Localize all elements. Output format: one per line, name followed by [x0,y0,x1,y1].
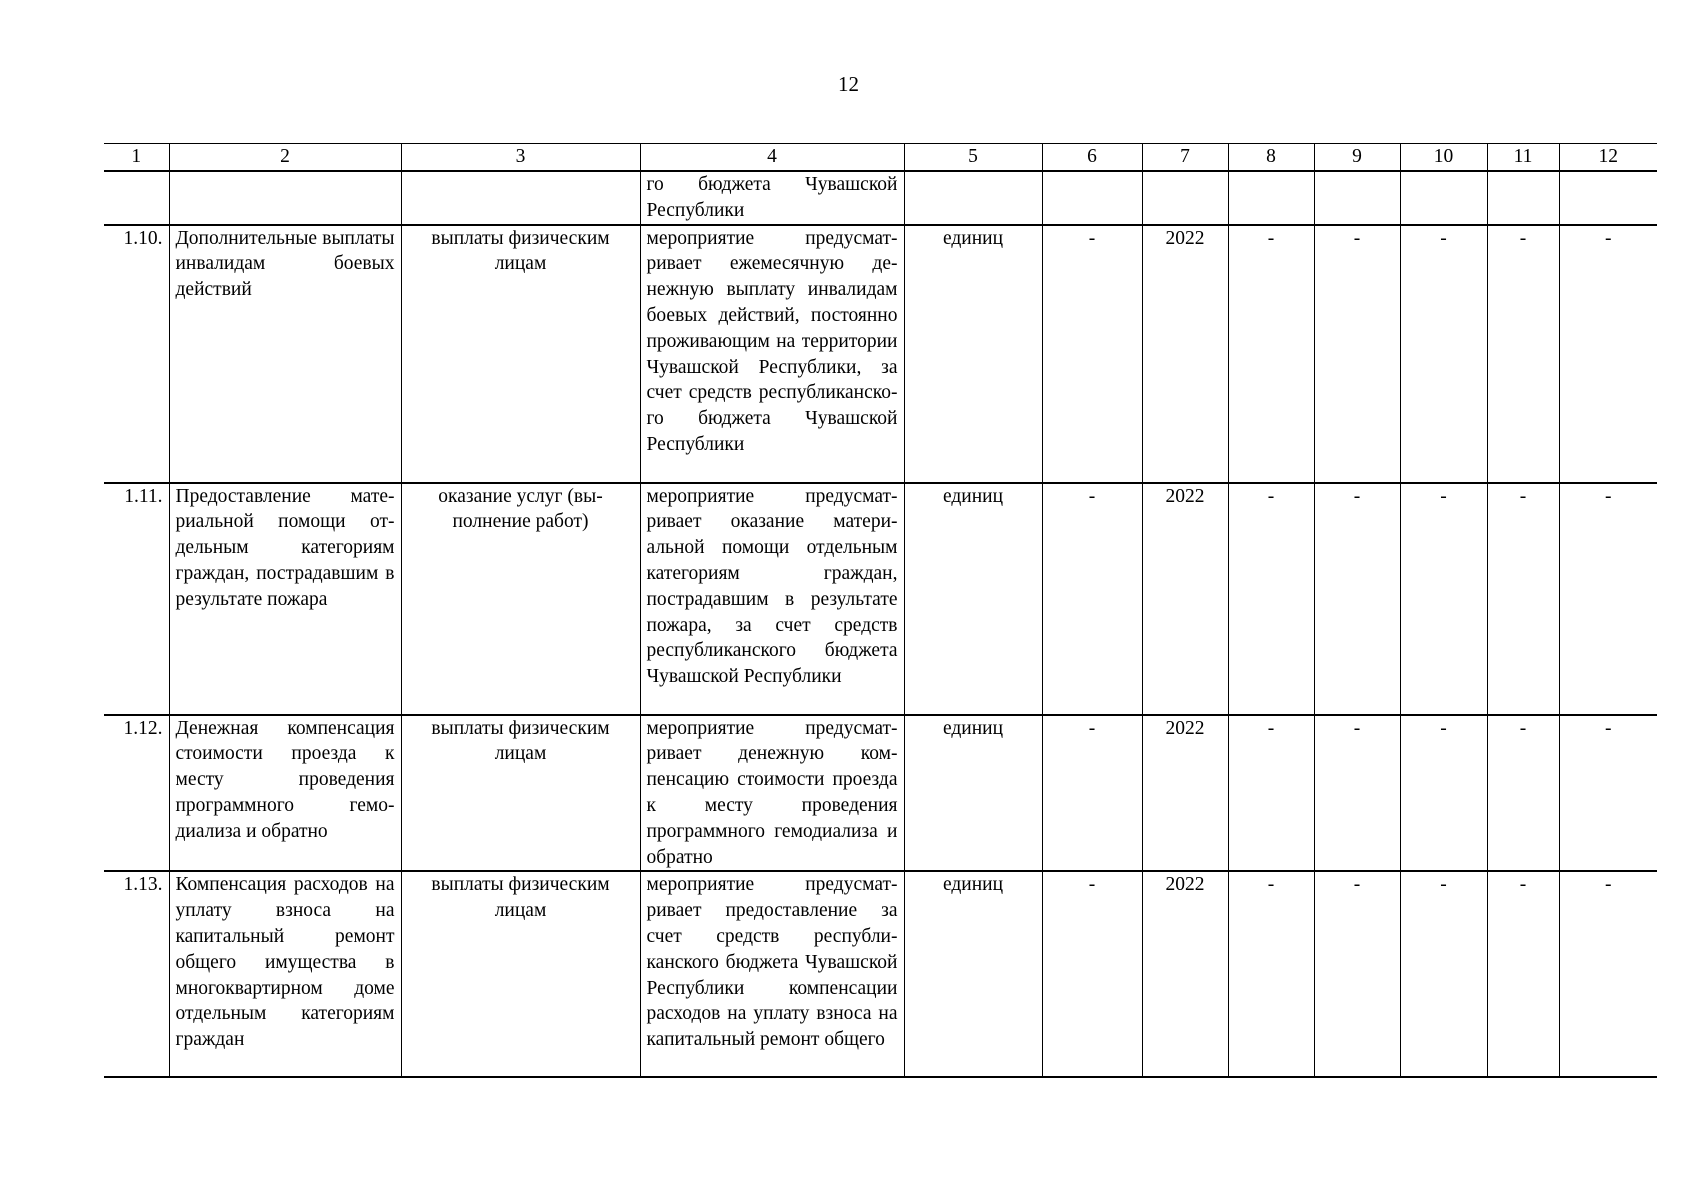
measure-description-text: мероприятие предусматривает денежную компенсацию стоимости проезда к месту проведения программного гемодиализа и обратно [646,717,898,868]
page-number: 12 [838,72,859,96]
value-cell: - [1559,871,1657,1077]
value-cell: - [1314,483,1400,715]
value-cell: - [1042,715,1142,872]
column-header: 6 [1042,144,1142,172]
value-cell: - [1228,871,1314,1077]
measure-description-text: мероприятие предусматривает ежемесячную денежную выплату инвалидам боевых действий, постоянно проживающим на территории Чувашской Республики, за счет средств республиканского бюджета Чувашской Республики [646,227,898,455]
column-header: 9 [1314,144,1400,172]
value-cell: - [1228,225,1314,483]
measure-type: выплаты физическим лицам [401,871,640,1077]
column-header: 5 [904,144,1042,172]
table-row [104,871,1657,1077]
value-cell: - [1487,871,1559,1077]
value-cell: - [1042,871,1142,1077]
measure-name: Предоставление материальной помощи отдельным категориям граждан, пострадавшим в результате пожара [169,483,401,715]
measure-description [640,715,904,872]
column-header: 11 [1487,144,1559,172]
measure-description [640,871,904,1077]
value-cell: - [1400,225,1487,483]
unit-cell: единиц [904,871,1042,1077]
value-cell: - [1400,715,1487,872]
column-header: 3 [401,144,640,172]
value-cell: - [1314,871,1400,1077]
value-cell: - [1487,225,1559,483]
measure-name [169,171,401,225]
year-cell: 2022 [1142,225,1228,483]
column-header: 12 [1559,144,1657,172]
value-cell: - [1559,483,1657,715]
measure-description [640,483,904,715]
measure-type: оказание услуг (выполнение работ) [401,483,640,715]
value-cell: - [1559,715,1657,872]
table-row [104,483,1657,715]
value-cell: - [1228,483,1314,715]
value-cell: - [1400,483,1487,715]
row-number: 1.11. [104,483,169,715]
unit-cell [904,171,1042,225]
year-cell: 2022 [1142,715,1228,872]
year-cell: 2022 [1142,871,1228,1077]
value-cell: - [1314,225,1400,483]
measure-description-text: го бюджета Чувашской Республики [646,174,898,221]
value-cell: - [1314,715,1400,872]
table-row [104,225,1657,483]
column-header: 7 [1142,144,1228,172]
measure-description-text: мероприятие предусматривает оказание материальной помощи отдельным категориям граждан, пострадавшим в результате пожара, за счет средств республиканского бюджета Чувашской Республики [646,485,898,688]
value-cell: - [1042,483,1142,715]
measure-description [640,225,904,483]
row-number [104,171,169,225]
value-cell: - [1487,715,1559,872]
table-row [104,171,1657,225]
unit-cell: единиц [904,483,1042,715]
row-number: 1.10. [104,225,169,483]
column-header: 10 [1400,144,1487,172]
value-cell: - [1400,871,1487,1077]
row-number: 1.13. [104,871,169,1077]
value-cell: - [1487,483,1559,715]
table-row [104,715,1657,872]
value-cell [1314,171,1400,225]
measure-type: выплаты физическим лицам [401,225,640,483]
measure-description-text: мероприятие предусматривает предоставление за счет средств республиканского бюджета Чувашской Республики компенсации расходов на уплату взноса на капитальный ремонт общего [646,874,898,1051]
value-cell [1400,171,1487,225]
year-cell [1142,171,1228,225]
year-cell: 2022 [1142,483,1228,715]
value-cell: - [1559,225,1657,483]
value-cell [1228,171,1314,225]
column-header: 8 [1228,144,1314,172]
measure-name: Компенсация расходов на уплату взноса на капитальный ремонт общего имущества в многоквартирном доме отдельным категориям граждан [169,871,401,1077]
measure-name: Дополнительные выплаты инвалидам боевых действий [169,225,401,483]
column-header: 1 [104,144,169,172]
measure-type [401,171,640,225]
value-cell [1487,171,1559,225]
row-number: 1.12. [104,715,169,872]
unit-cell: единиц [904,225,1042,483]
measure-type: выплаты физическим лицам [401,715,640,872]
value-cell: - [1042,225,1142,483]
column-header: 2 [169,144,401,172]
value-cell [1559,171,1657,225]
column-header: 4 [640,144,904,172]
measure-description [640,171,904,225]
unit-cell: единиц [904,715,1042,872]
value-cell: - [1228,715,1314,872]
measures-table [104,143,1657,1078]
measure-name: Денежная компенсация стоимости проезда к месту проведения программного гемодиализа и обратно [169,715,401,872]
value-cell [1042,171,1142,225]
column-number-row [104,144,1657,172]
